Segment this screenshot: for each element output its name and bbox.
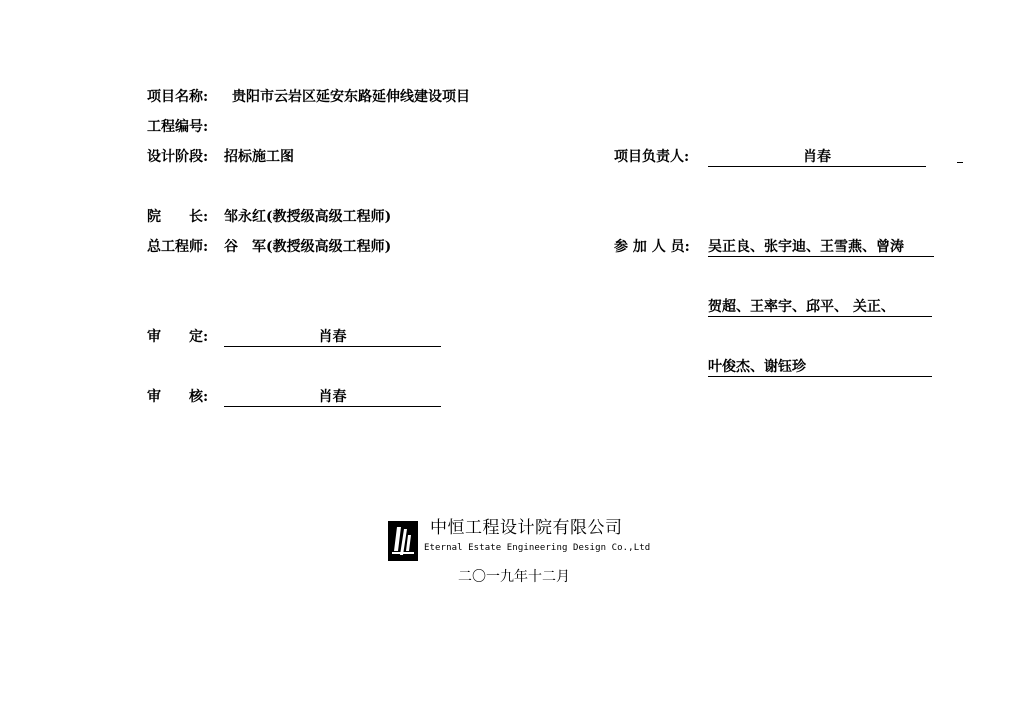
participants-line-1: 吴正良、张宇迪、王雪燕、曾涛 bbox=[708, 238, 934, 257]
document-date: 二〇一九年十二月 bbox=[458, 569, 570, 585]
design-stage-value: 招标施工图 bbox=[224, 149, 294, 165]
company-logo-icon bbox=[388, 521, 418, 561]
participants-line-2: 贺超、王率宇、邱平、 关正、 bbox=[708, 298, 932, 317]
project-name-value: 贵阳市云岩区延安东路延伸线建设项目 bbox=[232, 89, 470, 105]
design-stage-label: 设计阶段: bbox=[147, 149, 209, 165]
stray-underline bbox=[957, 162, 963, 163]
company-name-cn: 中恒工程设计院有限公司 bbox=[430, 518, 623, 538]
approve-value: 肖春 bbox=[224, 328, 441, 347]
project-number-label: 工程编号: bbox=[147, 119, 209, 135]
chief-engineer-value: 谷 军(教授级高级工程师) bbox=[224, 239, 392, 255]
project-name-label: 项目名称: bbox=[147, 89, 209, 105]
project-leader-value: 肖春 bbox=[708, 148, 926, 167]
company-name-en: Eternal Estate Engineering Design Co.,Ltd bbox=[424, 543, 651, 553]
review-label: 审 核: bbox=[147, 389, 209, 405]
participants-label: 参 加 人 员: bbox=[614, 239, 690, 255]
review-value: 肖春 bbox=[224, 388, 441, 407]
dean-value: 邹永红(教授级高级工程师) bbox=[224, 209, 392, 225]
project-leader-label: 项目负责人: bbox=[614, 149, 690, 165]
chief-engineer-label: 总工程师: bbox=[147, 239, 209, 255]
dean-label: 院 长: bbox=[147, 209, 209, 225]
approve-label: 审 定: bbox=[147, 329, 209, 345]
participants-line-3: 叶俊杰、谢钰珍 bbox=[708, 358, 932, 377]
